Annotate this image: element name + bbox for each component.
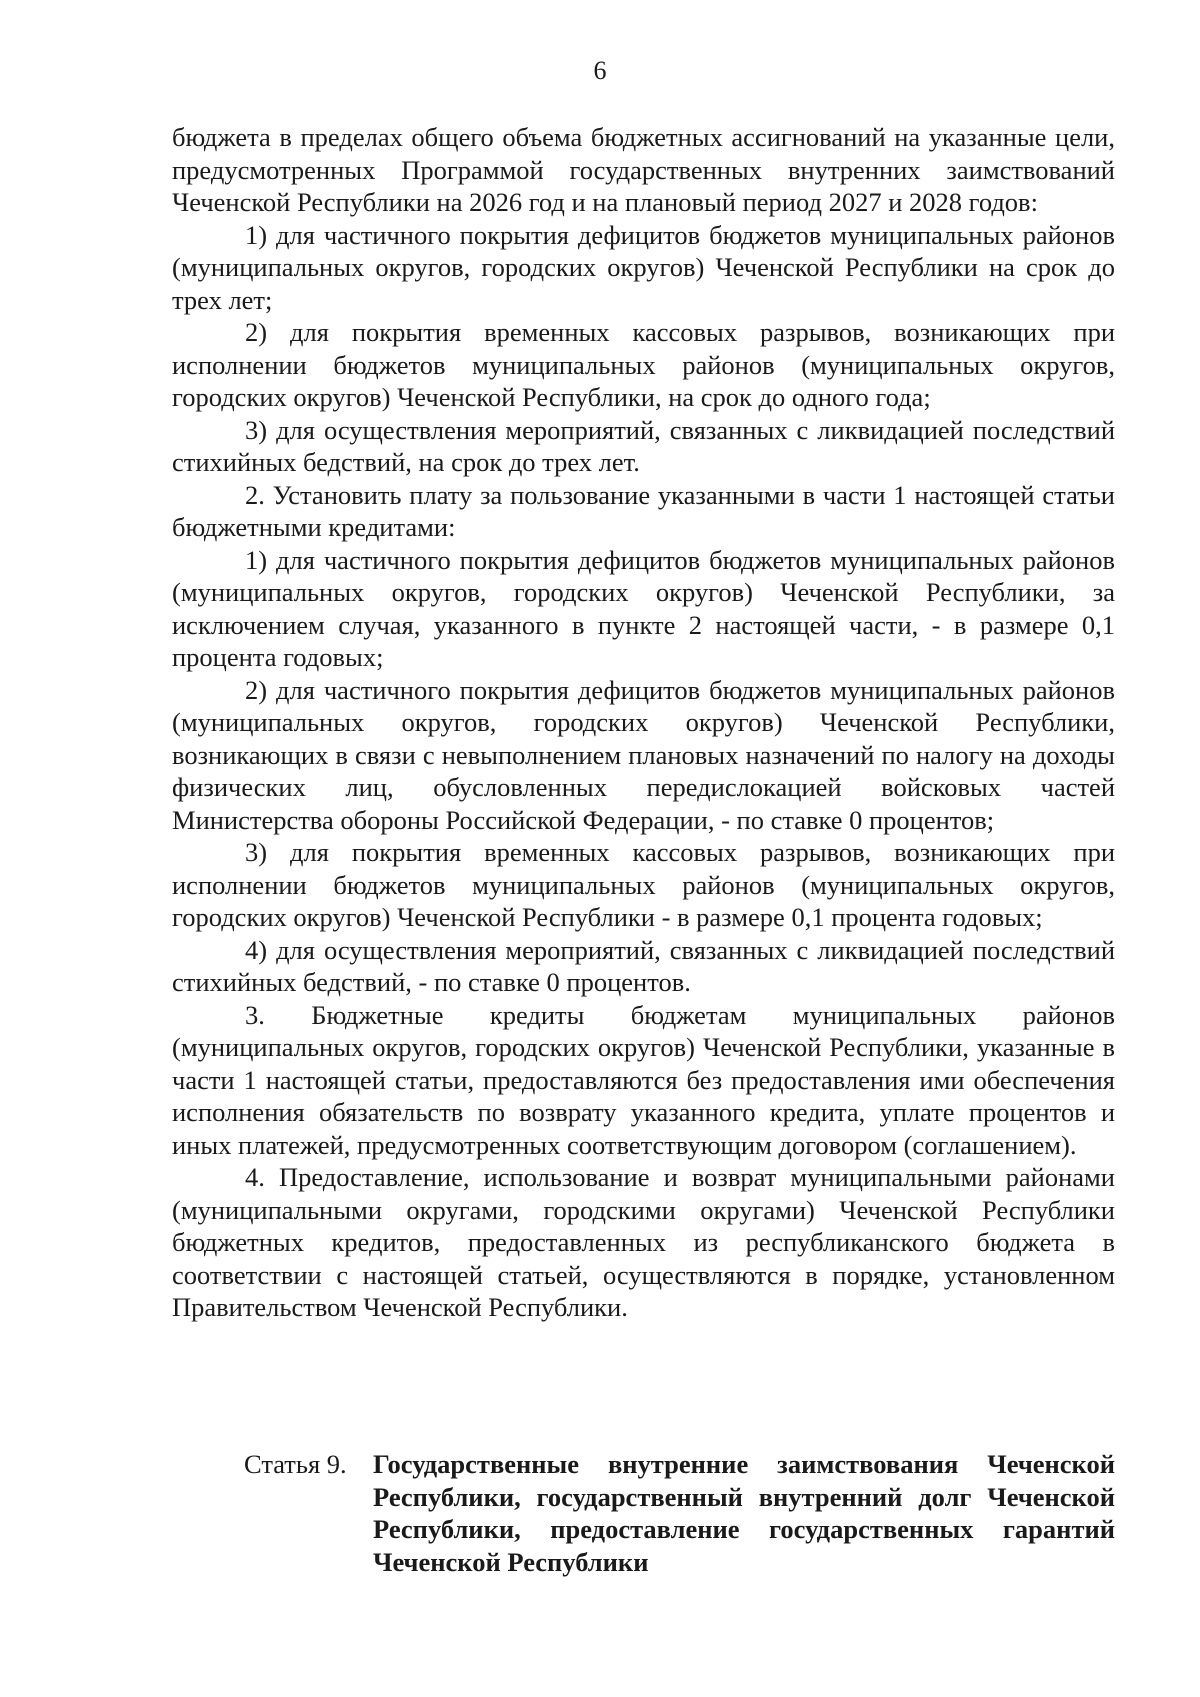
page-number: 6 — [593, 56, 607, 85]
paragraph-item-2-2: 2) для частичного покрытия дефицитов бюджетов муниципальных районов (муниципальных округов, городских округов) Чеченской Республики, возникающих в связи с невыполнением плановых назначений по налогу на доходы физических лиц, обусловленных передислокацией войсковых частей Министерства обороны Российской Федерации, - по ставке 0 процентов; — [172, 674, 1115, 835]
paragraph-continuation: бюджета в пределах общего объема бюджетных ассигнований на указанные цели, предусмотренных Программой государственных внутренних заимствований Чеченской Республики на 2026 год и на плановый период 2027 и 2028 годов: — [172, 122, 1115, 217]
paragraph-item-2-1: 1) для частичного покрытия дефицитов бюджетов муниципальных районов (муниципальных округов, городских округов) Чеченской Республики, за исключением случая, указанного в пункте 2 настоящей части, - в размере 0,1 процента годовых; — [172, 544, 1115, 672]
paragraph-item-1-2: 2) для покрытия временных кассовых разрывов, возникающих при исполнении бюджетов муниципальных районов (муниципальных округов, городских округов) Чеченской Республики, на срок до одного года; — [172, 317, 1115, 412]
paragraph-item-2-3: 3) для покрытия временных кассовых разрывов, возникающих при исполнении бюджетов муниципальных районов (муниципальных округов, городских округов) Чеченской Республики - в размере 0,1 процента годовых; — [172, 837, 1115, 932]
paragraph-item-2-4: 4) для осуществления мероприятий, связанных с ликвидацией последствий стихийных бедствий, - по ставке 0 процентов. — [172, 934, 1115, 997]
article-title: Государственные внутренние заимствования Чеченской Республики, государственный внутренний долг Чеченской Республики, предоставление государственных гарантий Чеченской Республики — [373, 1449, 1115, 1577]
article-label: Статья 9. — [244, 1449, 347, 1479]
article-heading — [244, 1448, 1115, 1578]
paragraph-part-3: 3. Бюджетные кредиты бюджетам муниципальных районов (муниципальных округов, городских округов) Чеченской Республики, указанные в части 1 настоящей статьи, предоставляются без предоставления ими обеспечения исполнения обязательств по возврату указанного кредита, уплате процентов и иных платежей, предусмотренных соответствующим договором (соглашением). — [172, 999, 1115, 1160]
paragraph-part-2: 2. Установить плату за пользование указанными в части 1 настоящей статьи бюджетными кредитами: — [172, 479, 1115, 542]
document-body — [172, 121, 1115, 1324]
paragraph-item-1-3: 3) для осуществления мероприятий, связанных с ликвидацией последствий стихийных бедствий, на срок до трех лет. — [172, 414, 1115, 477]
paragraph-item-1-1: 1) для частичного покрытия дефицитов бюджетов муниципальных районов (муниципальных округов, городских округов) Чеченской Республики на срок до трех лет; — [172, 219, 1115, 315]
paragraph-part-4: 4. Предоставление, использование и возврат муниципальными районами (муниципальными округами, городскими округами) Чеченской Республики бюджетных кредитов, предоставленных из республиканского бюджета в соответствии с настоящей статьей, осуществляются в порядке, установленном Правительством Чеченской Республики. — [172, 1162, 1115, 1322]
